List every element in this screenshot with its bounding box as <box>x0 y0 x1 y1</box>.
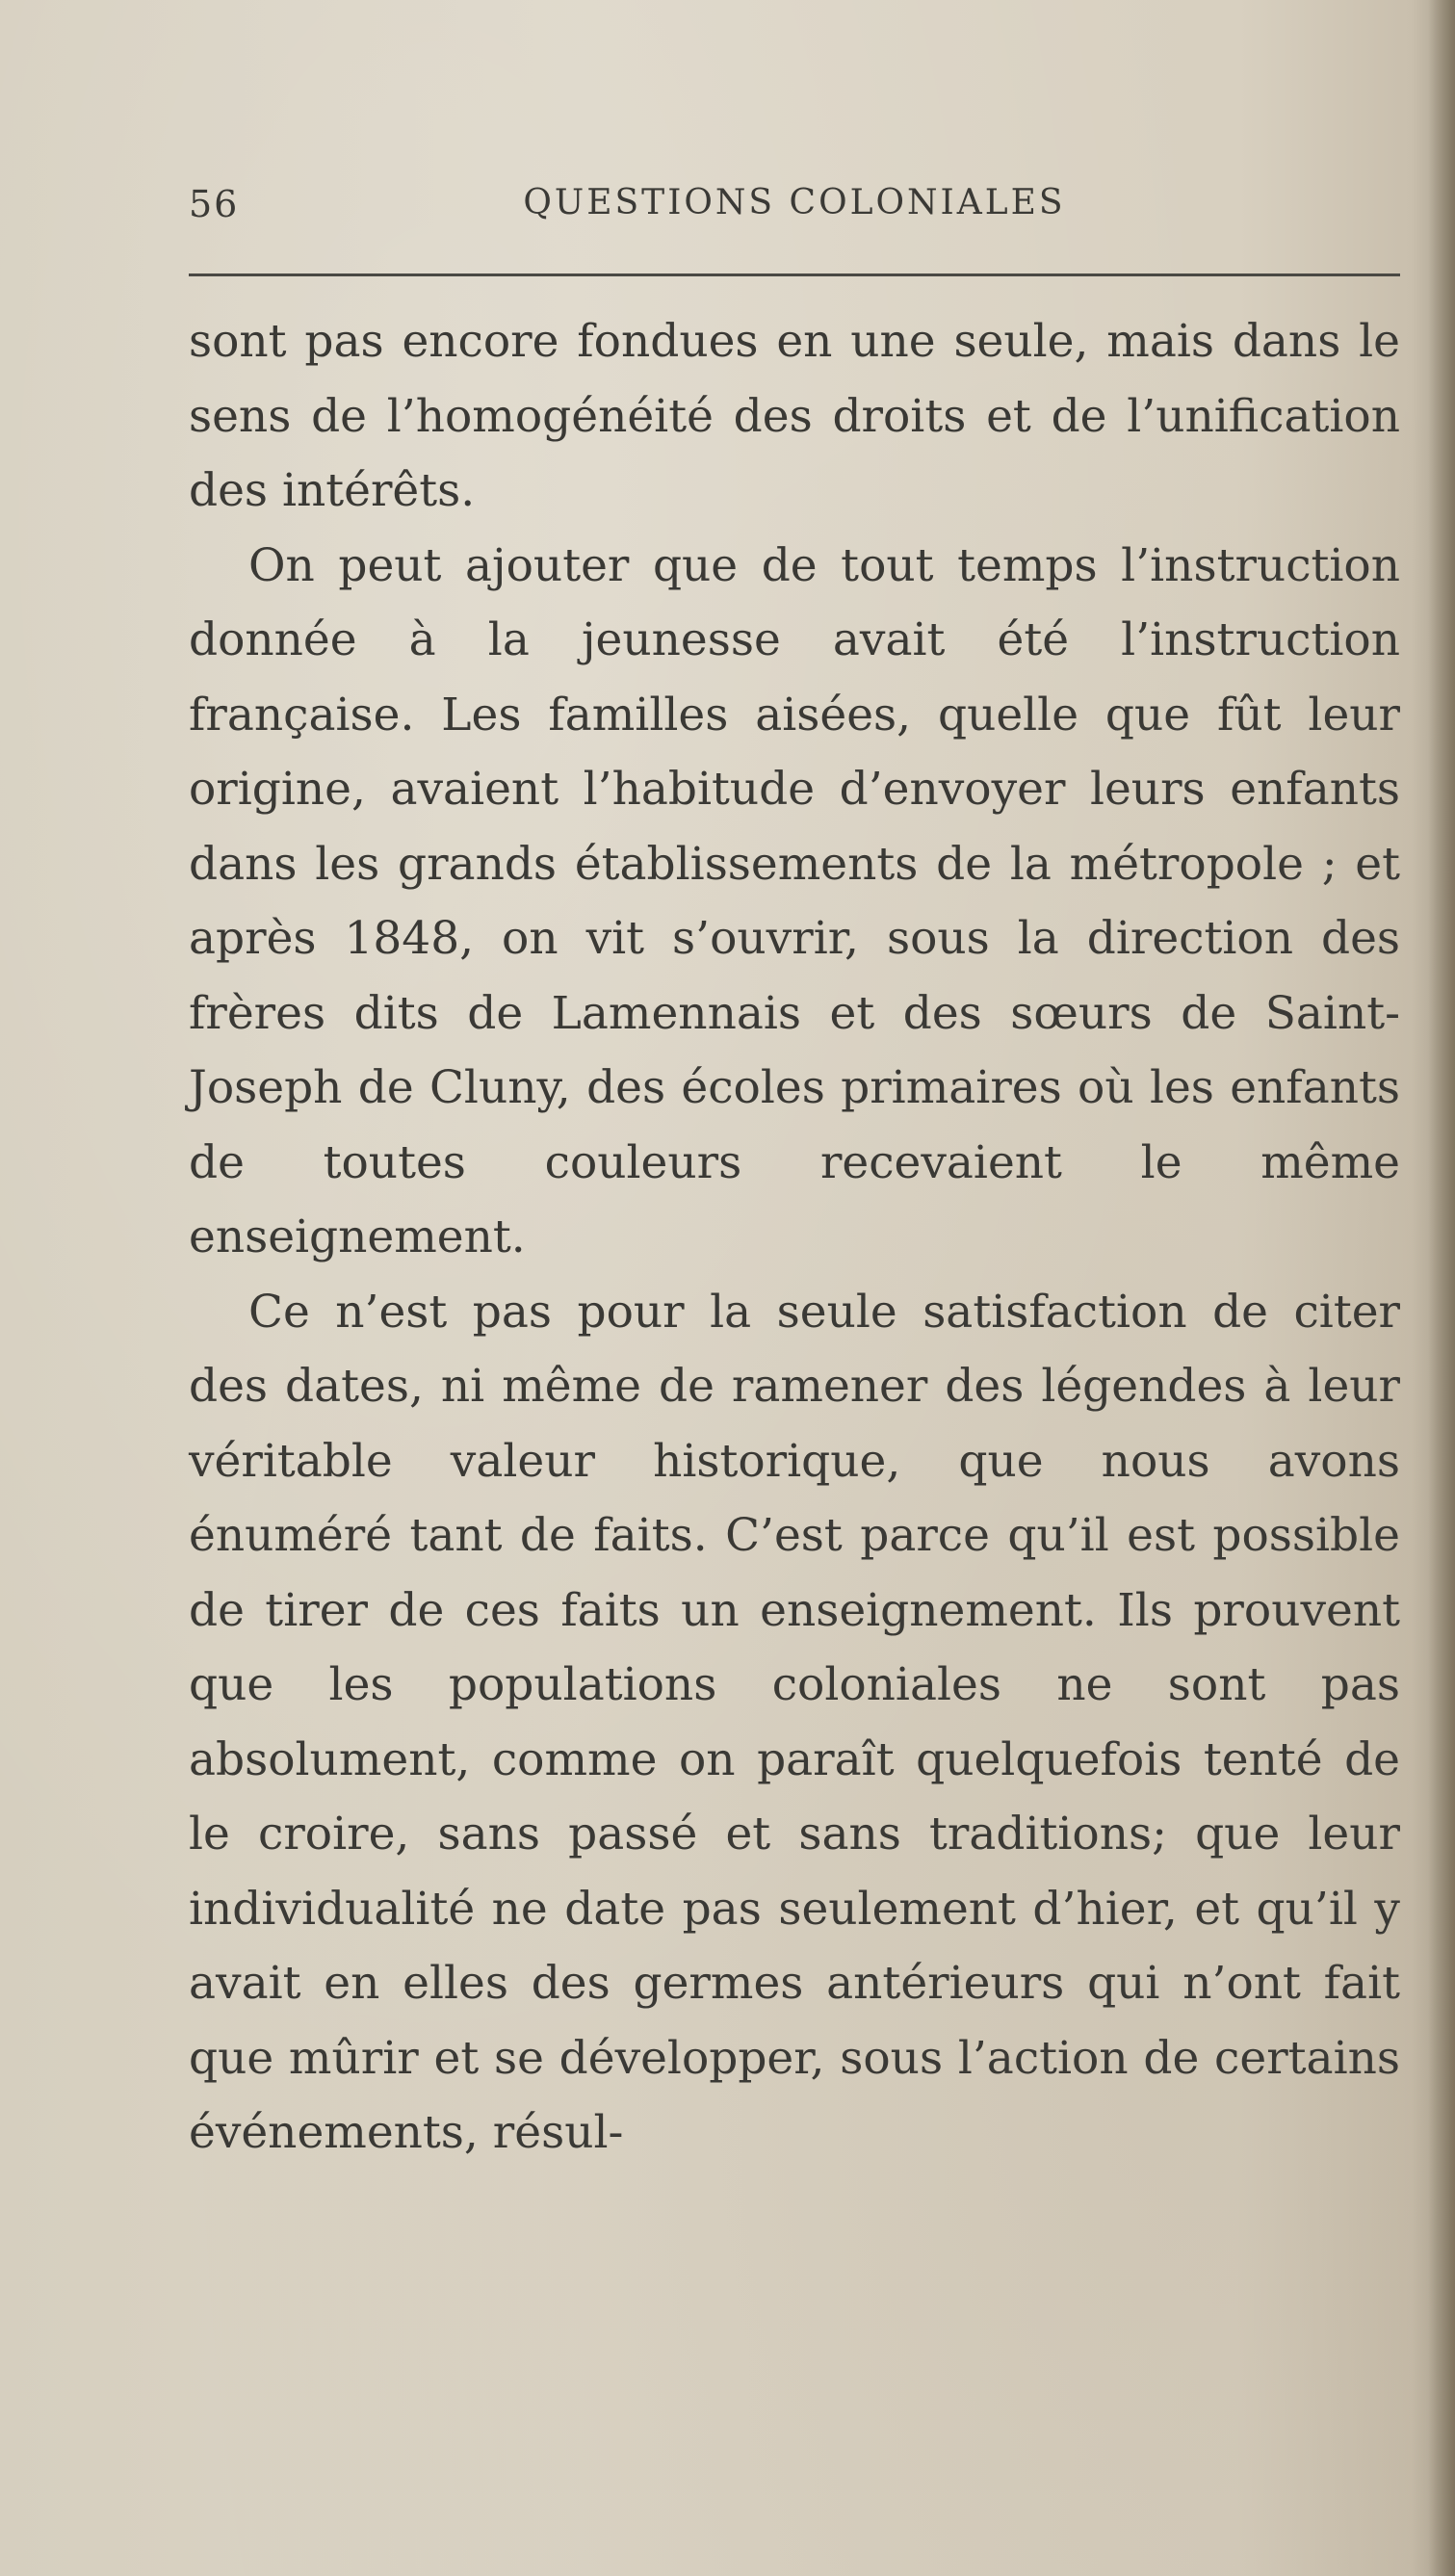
page-number: 56 <box>189 183 240 225</box>
paragraph-conclusion: Ce n’est pas pour la seule satisfaction de citer des dates, ni même de ramener des légendes à leur véritable valeur historique, que nous avons énuméré tant de faits. C’est parce qu’il est possible de tirer de ces faits un enseignement. Ils prouvent que les populations coloniales ne sont pas absolument, comme on paraît quelquefois tenté de le croire, sans passé et sans traditions; que leur individualité ne date pas seulement d’hier, et qu’il y avait en elles des germes antérieurs qui n’ont fait que mûrir et se développer, sous l’action de certains événements, résul- <box>189 1285 1400 2159</box>
body-text <box>189 304 1400 2171</box>
page-edge-shadow <box>1428 0 1455 2576</box>
running-title: QUESTIONS COLONIALES <box>523 183 1066 222</box>
paragraph-instruction: On peut ajouter que de tout temps l’instruction donnée à la jeunesse avait été l’instruction française. Les familles aisées, quelle que fût leur origine, avaient l’habitude d’envoyer leurs enfants dans les grands établissements de la métropole ; et après 1848, on vit s’ouvrir, sous la direction des frères dits de Lamennais et des sœurs de Saint-Joseph de Cluny, des écoles primaires où les enfants de toutes couleurs recevaient le même enseignement. <box>189 538 1400 1263</box>
paragraph-continued: sont pas encore fondues en une seule, mais dans le sens de l’homogénéité des droits et de l’unification des intérêts. <box>189 315 1400 517</box>
header-rule <box>189 273 1400 276</box>
page-header <box>189 183 1400 241</box>
